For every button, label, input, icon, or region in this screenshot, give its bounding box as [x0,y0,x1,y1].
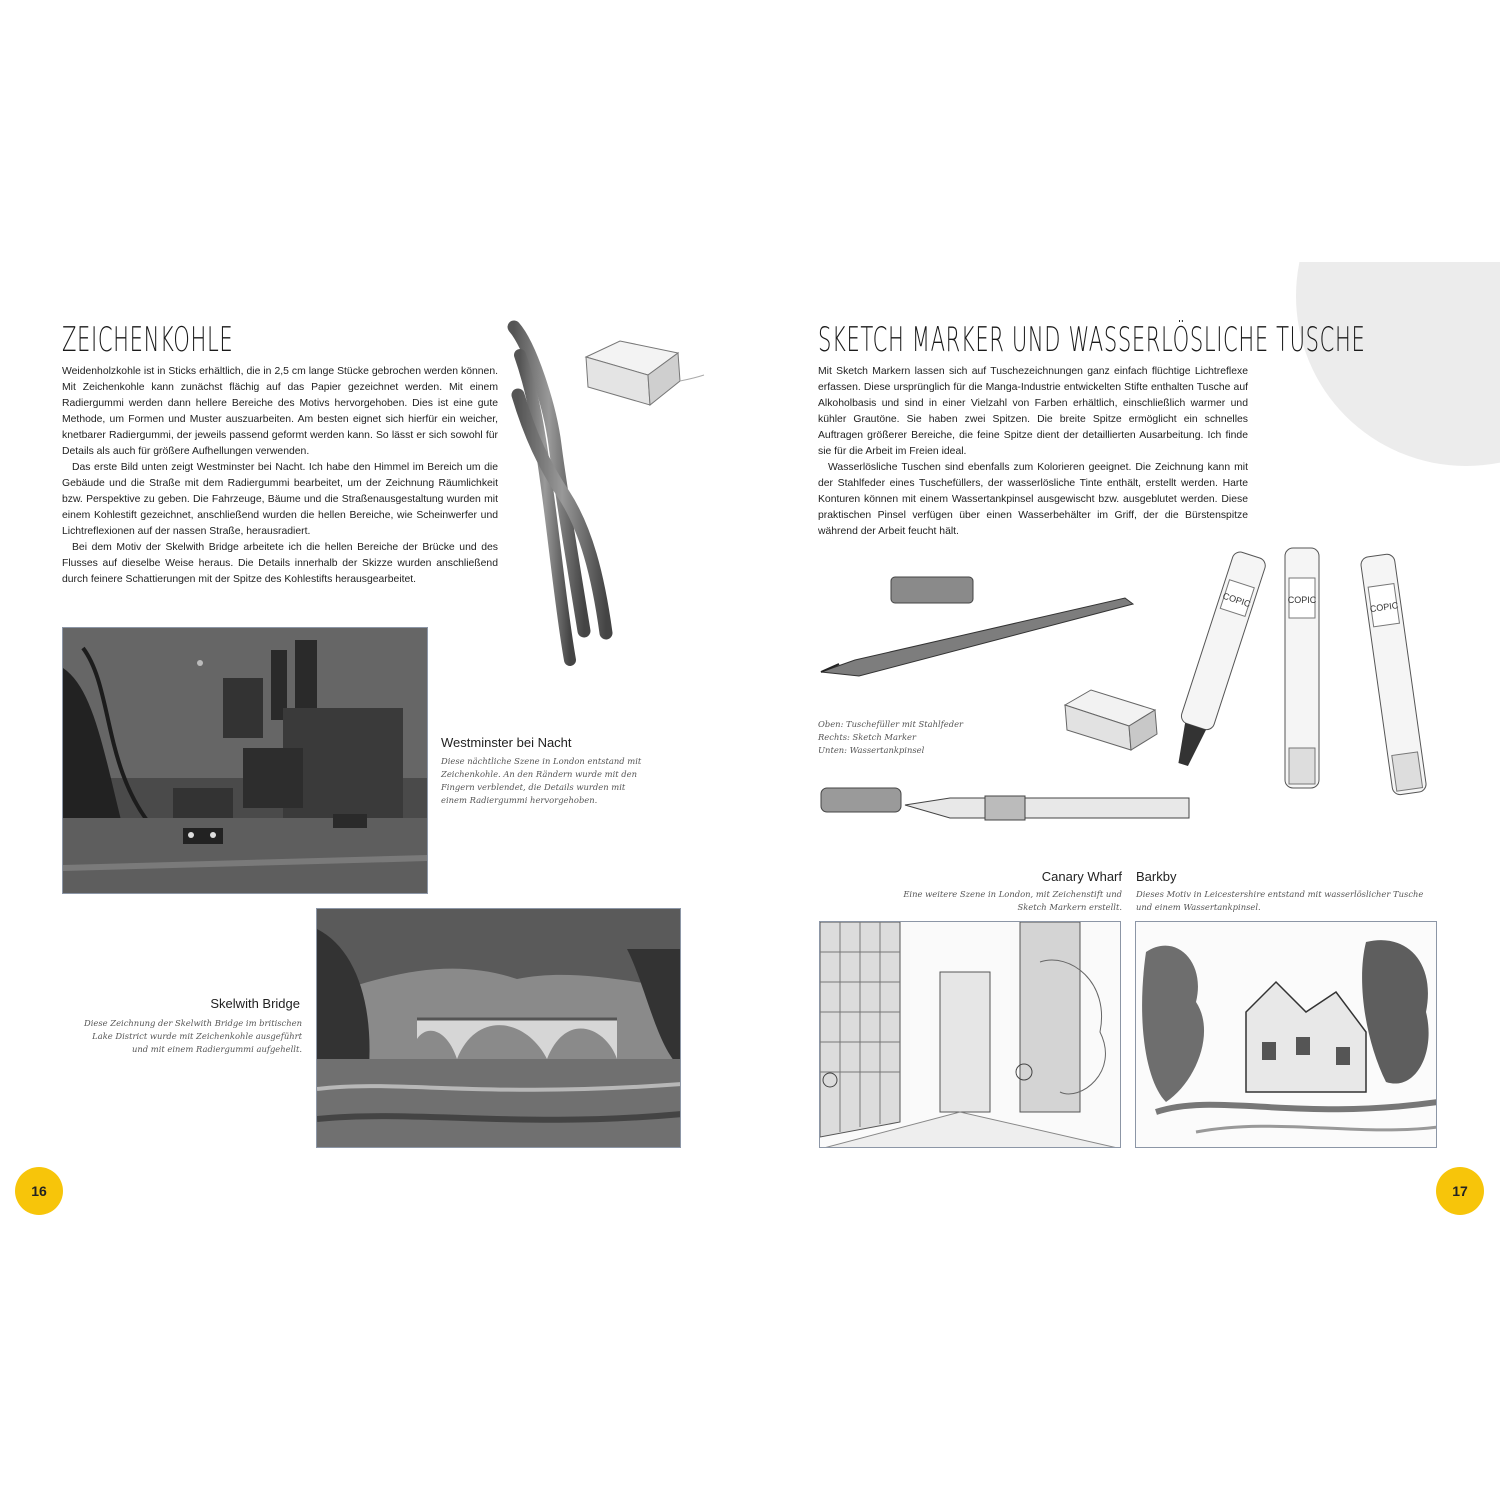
barkby-drawing [1135,921,1437,1148]
pens-markers-illustration [815,540,1455,840]
left-paragraph-3: Bei dem Motiv der Skelwith Bridge arbeitete ich die hellen Bereiche der Brücke und des Flusses auf dieselbe Weise heraus. Die Details innerhalb der Skizze wurden anschließend durch feinere Schattierungen mit der Spitze des Kohlestifts herausgearbeitet. [62,542,498,585]
skelwith-bridge-drawing [316,908,681,1148]
page-number-left: 16 [15,1167,63,1215]
right-page-body [818,364,1248,540]
westminster-drawing [62,627,428,894]
left-paragraph-2: Das erste Bild unten zeigt Westminster bei Nacht. Ich habe den Himmel im Bereich um die Gebäude und die Straße mit dem Radiergummi bearbeitet, um der Zeichnung Räumlichkeit bzw. Perspektive zu geben. Die Fahrzeuge, Bäume und die Straßenausgestaltung wurden mit einem Kohlestift gezeichnet, anschließend wurden die hellen Bereiche, wie Scheinwerfer und Lichtreflexionen auf der nassen Straße, herausradiert. [62,462,498,537]
marker-label-1: COPIC [1221,590,1252,610]
marker-label-3: COPIC [1369,600,1399,615]
barkby-caption: Dieses Motiv in Leicestershire entstand mit wasserlöslicher Tusche und einem Wassertankpinsel. [1136,889,1424,912]
canary-wharf-title: Canary Wharf [1041,869,1122,884]
left-page-body [62,364,498,588]
right-page-heading: SKETCH MARKER UND WASSERLÖSLICHE TUSCHE [818,320,1366,360]
tools-caption-bottom: Unten: Wassertankpinsel [818,745,925,755]
westminster-caption: Diese nächtliche Szene in London entstand mit Zeichenkohle. An den Rändern wurde mit den Fingern verblendet, die Details wurden mit einem Radiergummi hervorgehoben. [441,756,642,805]
tools-caption-right: Rechts: Sketch Marker [818,732,916,742]
tools-caption-top: Oben: Tuschefüller mit Stahlfeder [818,719,964,729]
barkby-title: Barkby [1136,869,1177,884]
right-paragraph-1: Mit Sketch Markern lassen sich auf Tuschezeichnungen ganz einfach flüchtige Lichtreflexe erfassen. Diese ursprünglich für die Manga-Industrie entwickelten Stifte enthalten Tusche auf Alkoholbasis und sind in einer Vielzahl von Farben erhältlich, einschließlich warmer und kühler Grautöne. Sie haben zwei Spitzen. Die breite Spitze ermöglicht ein schnelles Auftragen größerer Bereiche, die feine Spitze dient der detaillierten Ausarbeitung. Ich finde sie für die Arbeit im Freien ideal. [818,366,1248,457]
tools-caption [818,718,1018,757]
canary-wharf-drawing [819,921,1121,1148]
charcoal-sticks-illustration [500,315,710,685]
left-paragraph-1: Weidenholzkohle ist in Sticks erhältlich, die in 2,5 cm lange Stücke gebrochen werden können. Mit Zeichenkohle kann zunächst flächig auf das Papier gezeichnet werden. Mit einem Radiergummi werden dann hellere Bereiche des Motivs hervorgehoben. Dies ist eine gute Methode, um Formen und Muster auszuarbeiten. Am besten eignet sich hierfür ein weicher, knetbarer Radiergummi, der jeweils passend geformt werden kann. So lässt er sich sowohl für Details als auch für größere Aufhellungen verwenden. [62,366,498,457]
westminster-title: Westminster bei Nacht [441,735,572,750]
decorative-circle [1296,262,1500,466]
skelwith-title: Skelwith Bridge [210,996,300,1011]
page-number-right: 17 [1436,1167,1484,1215]
marker-label-2: COPIC [1287,595,1317,605]
skelwith-caption: Diese Zeichnung der Skelwith Bridge im britischen Lake District wurde mit Zeichenkohle ausgeführt und mit einem Radiergummi aufgehellt. [84,1018,302,1054]
right-paragraph-2: Wasserlösliche Tuschen sind ebenfalls zum Kolorieren geeignet. Die Zeichnung kann mit der Stahlfeder eines Tuschefüllers, der wasserlösliche Tinte enthält, erstellt werden. Harte Konturen können mit einem Wassertankpinsel ausgewischt bzw. ausgeblutet werden. Diese praktischen Pinsel verfügen über einen Wasserbehälter im Griff, der die Bürstenspitze während der Arbeit feucht hält. [818,462,1248,537]
left-page-heading: ZEICHENKOHLE [62,320,234,360]
canary-wharf-caption: Eine weitere Szene in London, mit Zeichenstift und Sketch Markern erstellt. [903,889,1122,912]
